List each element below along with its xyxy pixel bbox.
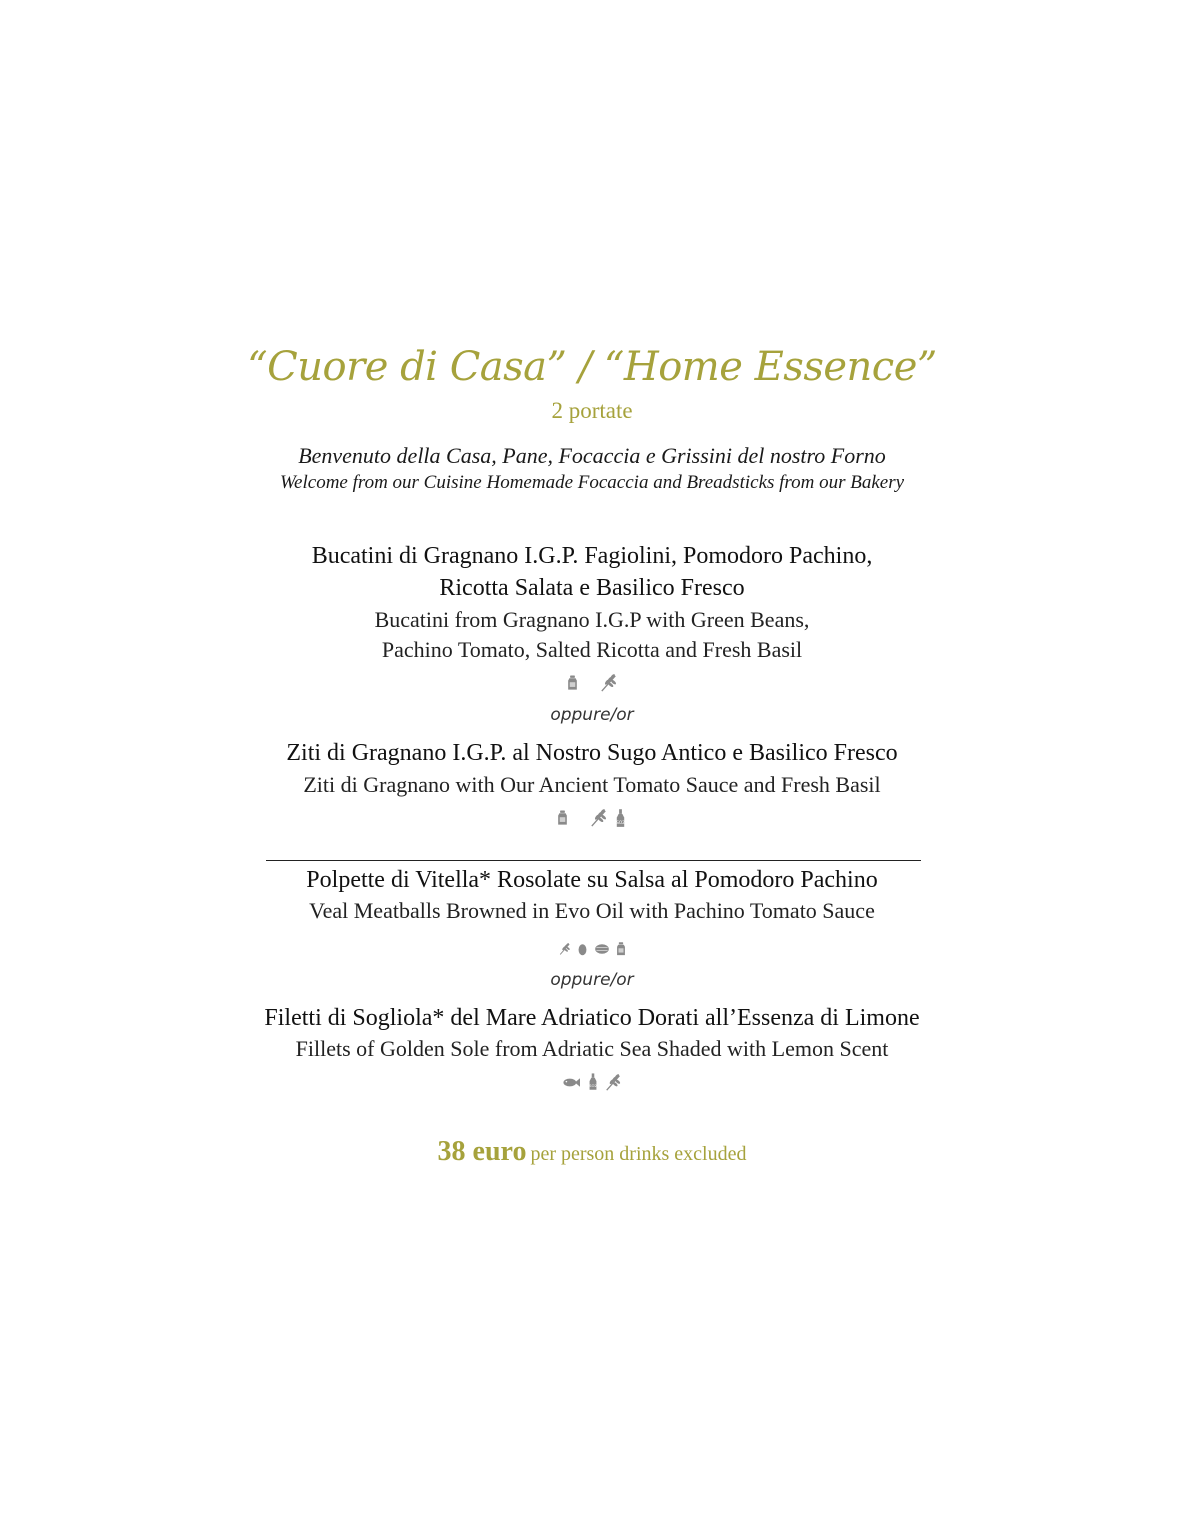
- dish-4-italian-prefix: Filetti di: [264, 1005, 353, 1031]
- wheat-icon: [600, 674, 618, 692]
- welcome-english: Welcome from our Cuisine Homemade Focaccia and Breadsticks from our Bakery: [279, 472, 905, 493]
- menu-title: “Cuore di Casa” / “Home Essence”: [247, 344, 937, 390]
- price-note: per person drinks excluded: [530, 1143, 747, 1165]
- menu-subtitle: 2 portate: [551, 398, 633, 423]
- sulphites-icon: [614, 809, 627, 828]
- dish-4-italian-fish-name: Sogliola: [352, 1005, 433, 1031]
- celery-icon: [594, 941, 610, 957]
- wheat-icon: [559, 941, 571, 957]
- fish-icon: [562, 1074, 581, 1091]
- dish-4-italian-line-1: [0, 1005, 1184, 1032]
- dish-2-allergens: [0, 808, 1184, 828]
- wheat-icon: [605, 1074, 622, 1091]
- dish-4-italian-suffix: * del Mare Adriatico Dorati all’Essenza di Limone: [432, 1005, 920, 1031]
- dish-4-allergens: [0, 1072, 1184, 1092]
- egg-icon: [577, 941, 588, 957]
- course-divider: [266, 860, 921, 861]
- dish-4-english-line-1: Fillets of Golden Sole from Adriatic Sea Shaded with Lemon Scent: [295, 1036, 889, 1061]
- sulphites-icon: [587, 1073, 599, 1091]
- milk-bottle-icon: [557, 809, 568, 827]
- dish-2-english-line-1: Ziti di Gragnano with Our Ancient Tomato Sauce and Fresh Basil: [303, 772, 881, 797]
- dish-1-english-line-2: Pachino Tomato, Salted Ricotta and Fresh Basil: [381, 637, 803, 662]
- dish-3-italian-line-1: Polpette di Vitella* Rosolate su Salsa al Pomodoro Pachino: [306, 867, 878, 893]
- dish-1-italian-line-2: Ricotta Salata e Basilico Fresco: [439, 575, 745, 601]
- milk-bottle-icon: [567, 674, 578, 692]
- or-separator-1: oppure/or: [550, 705, 634, 725]
- price-amount: 38 euro: [437, 1136, 527, 1167]
- or-separator-2: oppure/or: [550, 970, 634, 990]
- dish-3-english-line-1: Veal Meatballs Browned in Evo Oil with Pachino Tomato Sauce: [309, 898, 875, 923]
- dish-1-italian-line-1: Bucatini di Gragnano I.G.P. Fagiolini, Pomodoro Pachino,: [311, 543, 873, 569]
- price-line: [0, 1136, 1184, 1168]
- milk-bottle-icon: [616, 941, 626, 957]
- dish-1-english-line-1: Bucatini from Gragnano I.G.P with Green Beans,: [374, 607, 810, 632]
- dish-2-italian-line-1: Ziti di Gragnano I.G.P. al Nostro Sugo Antico e Basilico Fresco: [286, 740, 898, 766]
- dish-3-allergens: [0, 939, 1184, 959]
- dish-1-allergens: [0, 673, 1184, 693]
- wheat-icon: [590, 809, 608, 827]
- welcome-italian: Benvenuto della Casa, Pane, Focaccia e Grissini del nostro Forno: [298, 443, 886, 468]
